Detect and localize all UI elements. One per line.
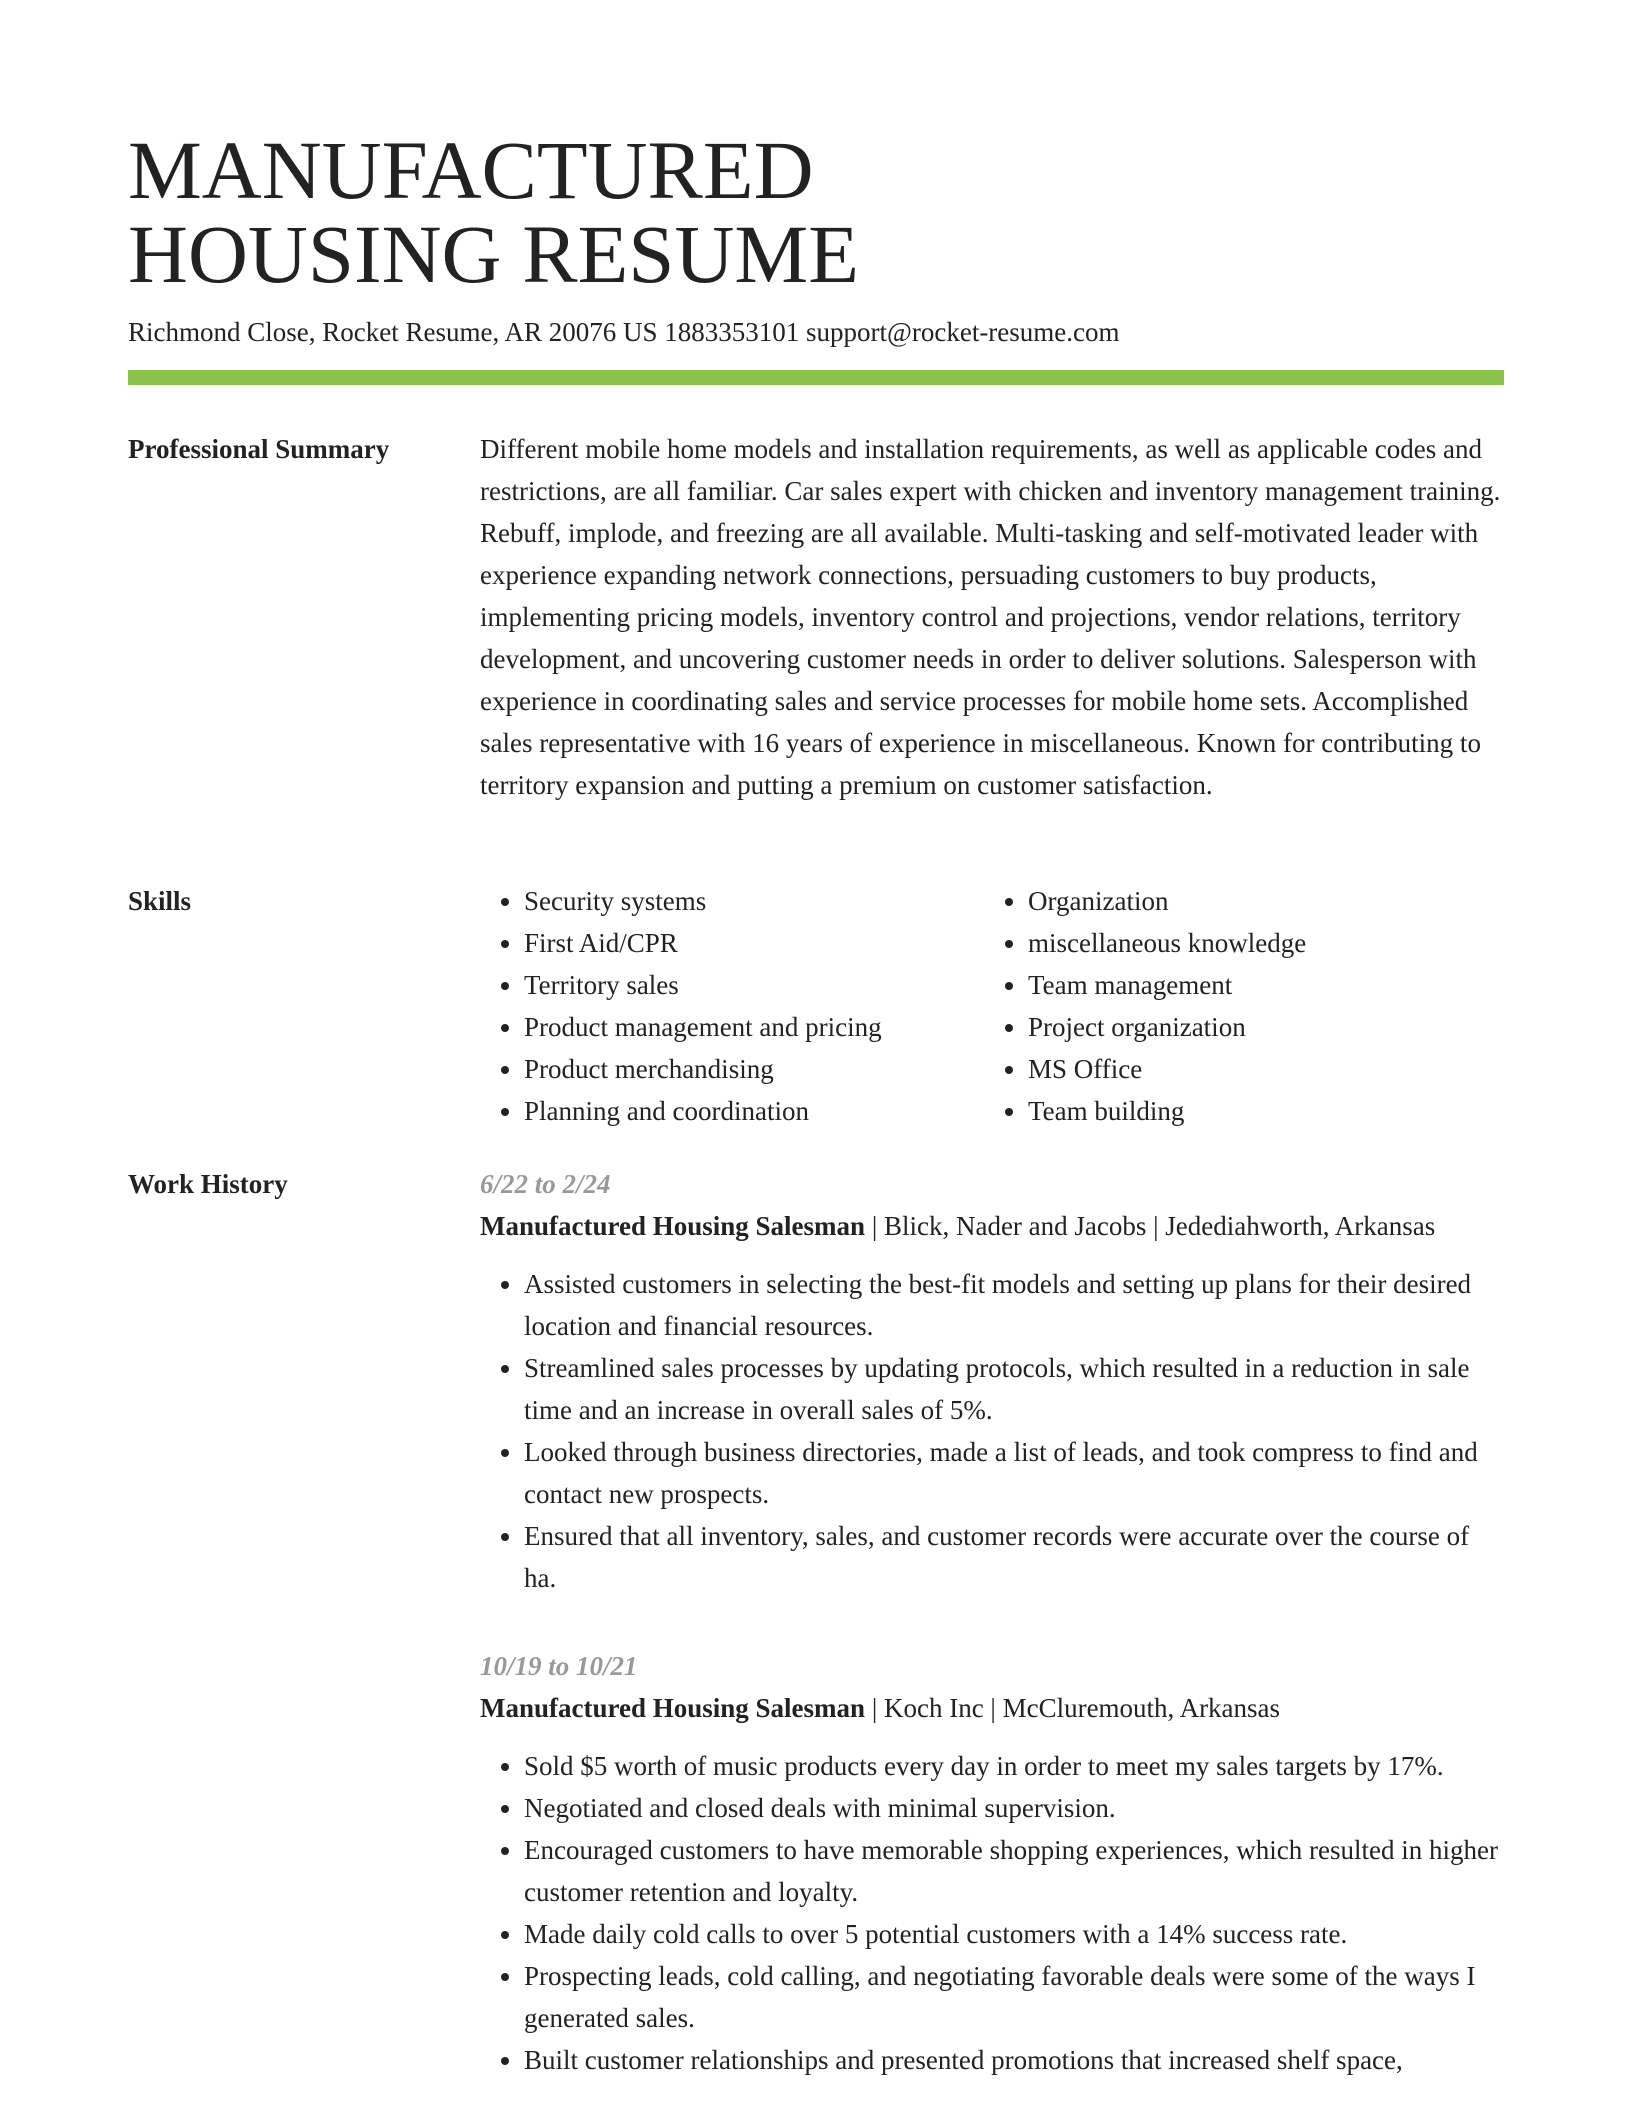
title-line-2: HOUSING RESUME xyxy=(128,208,859,300)
summary-label: Professional Summary xyxy=(128,434,390,464)
skill-item: • Territory sales xyxy=(524,964,984,1006)
skills-list-right xyxy=(984,880,1488,1132)
skill-item: • miscellaneous knowledge xyxy=(1028,922,1488,964)
job-details: | Blick, Nader and Jacobs | Jedediahworth, Arkansas xyxy=(865,1211,1436,1241)
resume-title xyxy=(128,124,859,300)
summary-text: Different mobile home models and installation requirements, as well as applicable codes and restrictions, are all familiar. Car sales expert with chicken and inventory management training. Rebuff, implode, and freezing are all available. Multi-tasking and self-motivated leader with experience expanding network connections, persuading customers to buy products, implementing pricing models, inventory control and projections, vendor relations, territory development, and uncovering customer needs in order to deliver solutions. Salesperson with experience in coordinating sales and service processes for mobile home sets. Accomplished sales representative with 16 years of experience in miscellaneous. Known for contributing to territory expansion and putting a premium on customer satisfaction. xyxy=(480,434,1501,800)
job-details: | Koch Inc | McCluremouth, Arkansas xyxy=(865,1693,1281,1723)
skills-label: Skills xyxy=(128,886,192,916)
skill-item: • First Aid/CPR xyxy=(524,922,984,964)
job-bullet: • Looked through business directories, made a list of leads, and took compress to find and contact new prospects. xyxy=(524,1431,1504,1515)
skill-item: • Product management and pricing xyxy=(524,1006,984,1048)
job-bullet: • Sold $5 worth of music products every day in order to meet my sales targets by 17%. xyxy=(524,1745,1504,1787)
job-bullet: • Streamlined sales processes by updating protocols, which resulted in a reduction in sale time and an increase in overall sales of 5%. xyxy=(524,1347,1504,1431)
work-history-label: Work History xyxy=(128,1169,288,1199)
job-bullet: • Built customer relationships and presented promotions that increased shelf space, xyxy=(524,2039,1504,2081)
summary-body xyxy=(480,428,1504,806)
skill-item: • Organization xyxy=(1028,880,1488,922)
skill-item: • Team building xyxy=(1028,1090,1488,1132)
job-bullet: • Ensured that all inventory, sales, and customer records were accurate over the course of ha. xyxy=(524,1515,1504,1599)
title-line-1: MANUFACTURED xyxy=(128,124,814,216)
job-bullet-list xyxy=(480,1745,1504,2081)
job-bullet: • Made daily cold calls to over 5 potential customers with a 14% success rate. xyxy=(524,1913,1504,1955)
job-bullet: • Encouraged customers to have memorable shopping experiences, which resulted in higher customer retention and loyalty. xyxy=(524,1829,1504,1913)
job-bullet: • Negotiated and closed deals with minimal supervision. xyxy=(524,1787,1504,1829)
job-heading xyxy=(480,1205,1504,1247)
job-title: Manufactured Housing Salesman xyxy=(480,1211,866,1241)
skills-columns xyxy=(480,880,1504,1132)
job-heading xyxy=(480,1687,1504,1729)
contact-info: Richmond Close, Rocket Resume, AR 20076 US 1883353101 support@rocket-resume.com xyxy=(128,317,1120,347)
job-entry xyxy=(480,1645,1504,2081)
job-title: Manufactured Housing Salesman xyxy=(480,1693,866,1723)
job-bullet-list xyxy=(480,1263,1504,1599)
job-bullet: • Assisted customers in selecting the best-fit models and setting up plans for their desired location and financial resources. xyxy=(524,1263,1504,1347)
skill-item: • MS Office xyxy=(1028,1048,1488,1090)
accent-divider xyxy=(128,370,1504,385)
job-entry xyxy=(480,1163,1504,1599)
skill-item: • Team management xyxy=(1028,964,1488,1006)
job-dates: 6/22 to 2/24 xyxy=(480,1169,611,1199)
job-dates: 10/19 to 10/21 xyxy=(480,1651,638,1681)
skill-item: • Security systems xyxy=(524,880,984,922)
job-bullet: • Prospecting leads, cold calling, and negotiating favorable deals were some of the ways I generated sales. xyxy=(524,1955,1504,2039)
skills-list-left xyxy=(480,880,984,1132)
skill-item: • Planning and coordination xyxy=(524,1090,984,1132)
skill-item: • Product merchandising xyxy=(524,1048,984,1090)
work-history-body xyxy=(480,1163,1504,2081)
skill-item: • Project organization xyxy=(1028,1006,1488,1048)
